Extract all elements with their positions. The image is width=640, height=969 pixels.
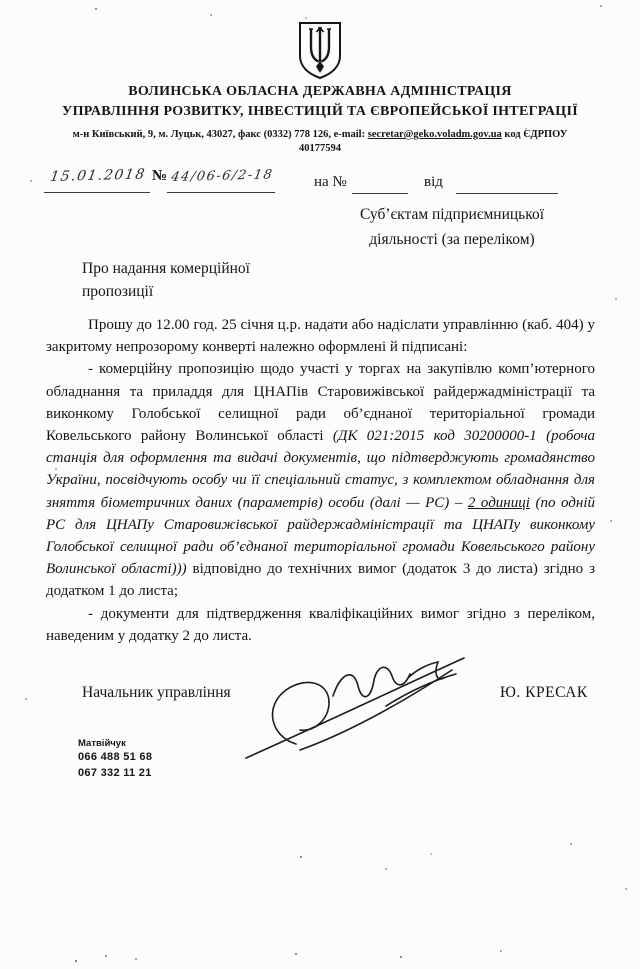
text-run-italic: (по одній РС для ЦНАПу Старовижівської райдержадміністрації та ЦНАПу виконкому Голобської селищної ради об’єднаної територіальної громади Ковельського району Волинської області))): [46, 494, 595, 578]
reply-to-number-label: на №: [314, 174, 347, 190]
reply-number-blank-line: [352, 171, 408, 194]
body-paragraph-request: Прошу до 12.00 год. 25 січня ц.р. надати або надіслати управлінню (каб. 404) у закритому непрозорому конверті належно оформлені й підписані:: [46, 317, 595, 356]
number-sign: №: [152, 168, 168, 184]
reply-from-date-label: від: [424, 174, 443, 190]
executor-phone-1: 066 488 51 68: [78, 751, 153, 763]
document-date-field: [44, 166, 150, 193]
document-number-field: [167, 169, 275, 193]
executor-phone-2: 067 332 11 21: [78, 767, 152, 779]
signer-position-title: Начальник управління: [82, 684, 231, 701]
executor-name: Матвійчук: [78, 738, 126, 749]
body-paragraph-qualification-docs: - документи для підтвердження кваліфікаційних вимог згідно з переліком, наведеним у додатку 2 до листа.: [46, 605, 595, 644]
letter-body: [46, 314, 595, 647]
text-run-italic-underlined: 2 одиниці: [467, 494, 530, 511]
handwritten-doc-number: 44/06-6/2-18: [170, 167, 275, 185]
org-email-text: secretar@geko.voladm.gov.ua: [367, 129, 502, 140]
org-address-line: [40, 129, 600, 140]
edrpou-label: код ЄДРПОУ: [501, 129, 568, 140]
body-paragraph-commercial-offer: [46, 358, 595, 602]
reply-date-blank-line: [456, 171, 558, 194]
subject-line2: пропозиції: [82, 283, 154, 300]
text-run: - комерційну пропозицію щодо участі у торгах на закупівлю комп’ютерного обладнання та приладдя для ЦНАПів Старовижівської райдержадміністрації та виконкому Голобської селищної ради об’єднаної територіальної громади Ковельського району Волинської області: [46, 361, 595, 445]
recipient-line1: Суб’єктам підприємницької: [359, 206, 545, 223]
subject-block: [82, 257, 250, 303]
handwritten-date: 15.01.2018: [49, 166, 148, 185]
recipient-block: [338, 202, 566, 252]
org-name-line2: УПРАВЛІННЯ РОЗВИТКУ, ІНВЕСТИЦІЙ ТА ЄВРОПЕЙСЬКОЇ ІНТЕГРАЦІЇ: [62, 104, 578, 119]
ukraine-trident-emblem: [296, 21, 344, 81]
subject-line1: Про надання комерційної: [82, 260, 250, 277]
text-run-italic: (ДК 021:2015 код 30200000-1 (робоча станція для оформлення та видачі документів, що підтверджують громадянство України, посвідчують особу чи її спеціальний статус, з комплектом обладнання для зняття біометричних даних (параметрів) особи (далі — РС) –: [46, 428, 595, 511]
org-name-line1: ВОЛИНСЬКА ОБЛАСНА ДЕРЖАВНА АДМІНІСТРАЦІЯ: [128, 84, 512, 99]
edrpou-code: 40177594: [299, 143, 341, 154]
address-text: м-н Київський, 9, м. Луцьк, 43027, факс (0332) 778 126, e-mail:: [72, 129, 368, 140]
text-run: відповідно до технічних вимог (додаток 3 до листа) згідно з додатком 1 до листа;: [46, 561, 595, 600]
scan-noise-specks: [95, 8, 97, 10]
signer-name: Ю. КРЕСАК: [500, 684, 588, 701]
recipient-line2: діяльності (за переліком): [369, 231, 535, 248]
handwritten-signature: [238, 648, 470, 766]
